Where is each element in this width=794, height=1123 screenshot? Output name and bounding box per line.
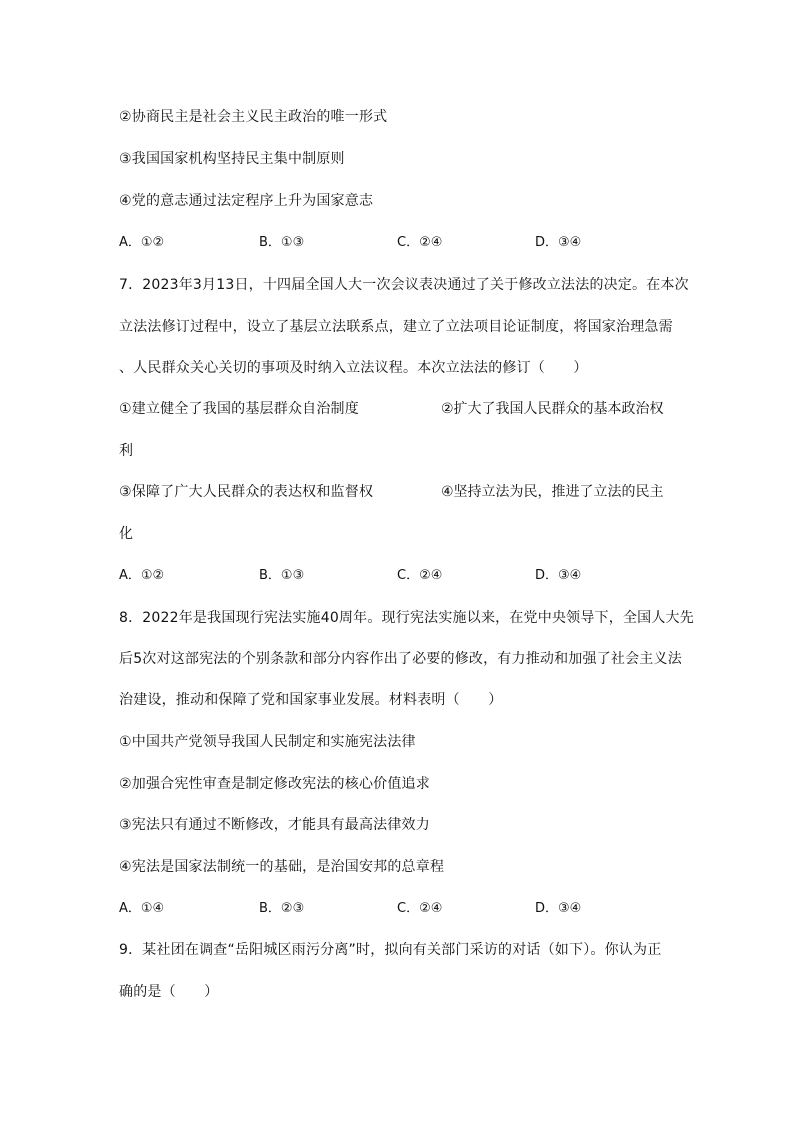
q8-option-a: A．①④ bbox=[119, 901, 165, 916]
q6-options bbox=[119, 234, 679, 252]
q8-statement-3: ③宪法只有通过不断修改，才能具有最高法律效力 bbox=[119, 817, 430, 833]
q6-statement-2: ②协商民主是社会主义民主政治的唯一形式 bbox=[119, 109, 388, 125]
q8-stem-line-3: 治建设，推动和保障了党和国家事业发展。材料表明（ ） bbox=[119, 692, 503, 708]
q8-statement-1: ①中国共产党领导我国人民制定和实施宪法法律 bbox=[119, 734, 416, 750]
q7-option-a: A．①② bbox=[119, 568, 165, 583]
q8-option-d: D．③④ bbox=[535, 901, 582, 916]
q9-stem-line-1: 9．某社团在调查“岳阳城区雨污分离”时，拟向有关部门采访的对话（如下）。你认为正 bbox=[119, 942, 662, 958]
q7-statement-4: ④坚持立法为民，推进了立法的民主 bbox=[441, 484, 664, 500]
q8-stem-line-2: 后5次对这部宪法的个别条款和部分内容作出了必要的修改，有力推动和加强了社会主义法 bbox=[119, 651, 682, 667]
q6-option-d: D．③④ bbox=[535, 235, 582, 250]
q7-options bbox=[119, 567, 679, 585]
q7-statement-3: ③保障了广大人民群众的表达权和监督权 bbox=[119, 484, 374, 500]
q6-option-a: A．①② bbox=[119, 235, 165, 250]
q6-statement-3: ③我国国家机构坚持民主集中制原则 bbox=[119, 151, 345, 167]
q8-option-b: B．②③ bbox=[259, 901, 305, 916]
q7-statement-2: ②扩大了我国人民群众的基本政治权 bbox=[441, 401, 664, 417]
q7-statement-1: ①建立健全了我国的基层群众自治制度 bbox=[119, 401, 359, 417]
q6-statement-4: ④党的意志通过法定程序上升为国家意志 bbox=[119, 193, 374, 209]
q7-stem-line-2: 立法法修订过程中，设立了基层立法联系点，建立了立法项目论证制度，将国家治理急需 bbox=[119, 319, 673, 335]
q7-option-d: D．③④ bbox=[535, 568, 582, 583]
q7-option-b: B．①③ bbox=[259, 568, 305, 583]
q9-stem-line-2: 确的是（ ） bbox=[119, 984, 219, 1000]
q8-stem-line-1: 8．2022年是我国现行宪法实施40周年。现行宪法实施以来，在党中央领导下，全国人大先 bbox=[119, 610, 694, 626]
q7-statement-4-continued: 化 bbox=[119, 526, 134, 542]
q8-statement-2: ②加强合宪性审查是制定修改宪法的核心价值追求 bbox=[119, 776, 430, 792]
q7-stem-line-3: 、人民群众关心关切的事项及时纳入立法议程。本次立法法的修订（ ） bbox=[119, 360, 588, 376]
q7-option-c: C．②④ bbox=[397, 568, 443, 583]
q8-option-c: C．②④ bbox=[397, 901, 443, 916]
q7-stem-line-1: 7．2023年3月13日，十四届全国人大一次会议表决通过了关于修改立法法的决定。在本次 bbox=[119, 277, 689, 293]
q8-statement-4: ④宪法是国家法制统一的基础，是治国安邦的总章程 bbox=[119, 859, 445, 875]
q6-option-b: B．①③ bbox=[259, 235, 305, 250]
q7-statement-2-continued: 利 bbox=[119, 443, 134, 459]
q8-options bbox=[119, 900, 679, 918]
q6-option-c: C．②④ bbox=[397, 235, 443, 250]
